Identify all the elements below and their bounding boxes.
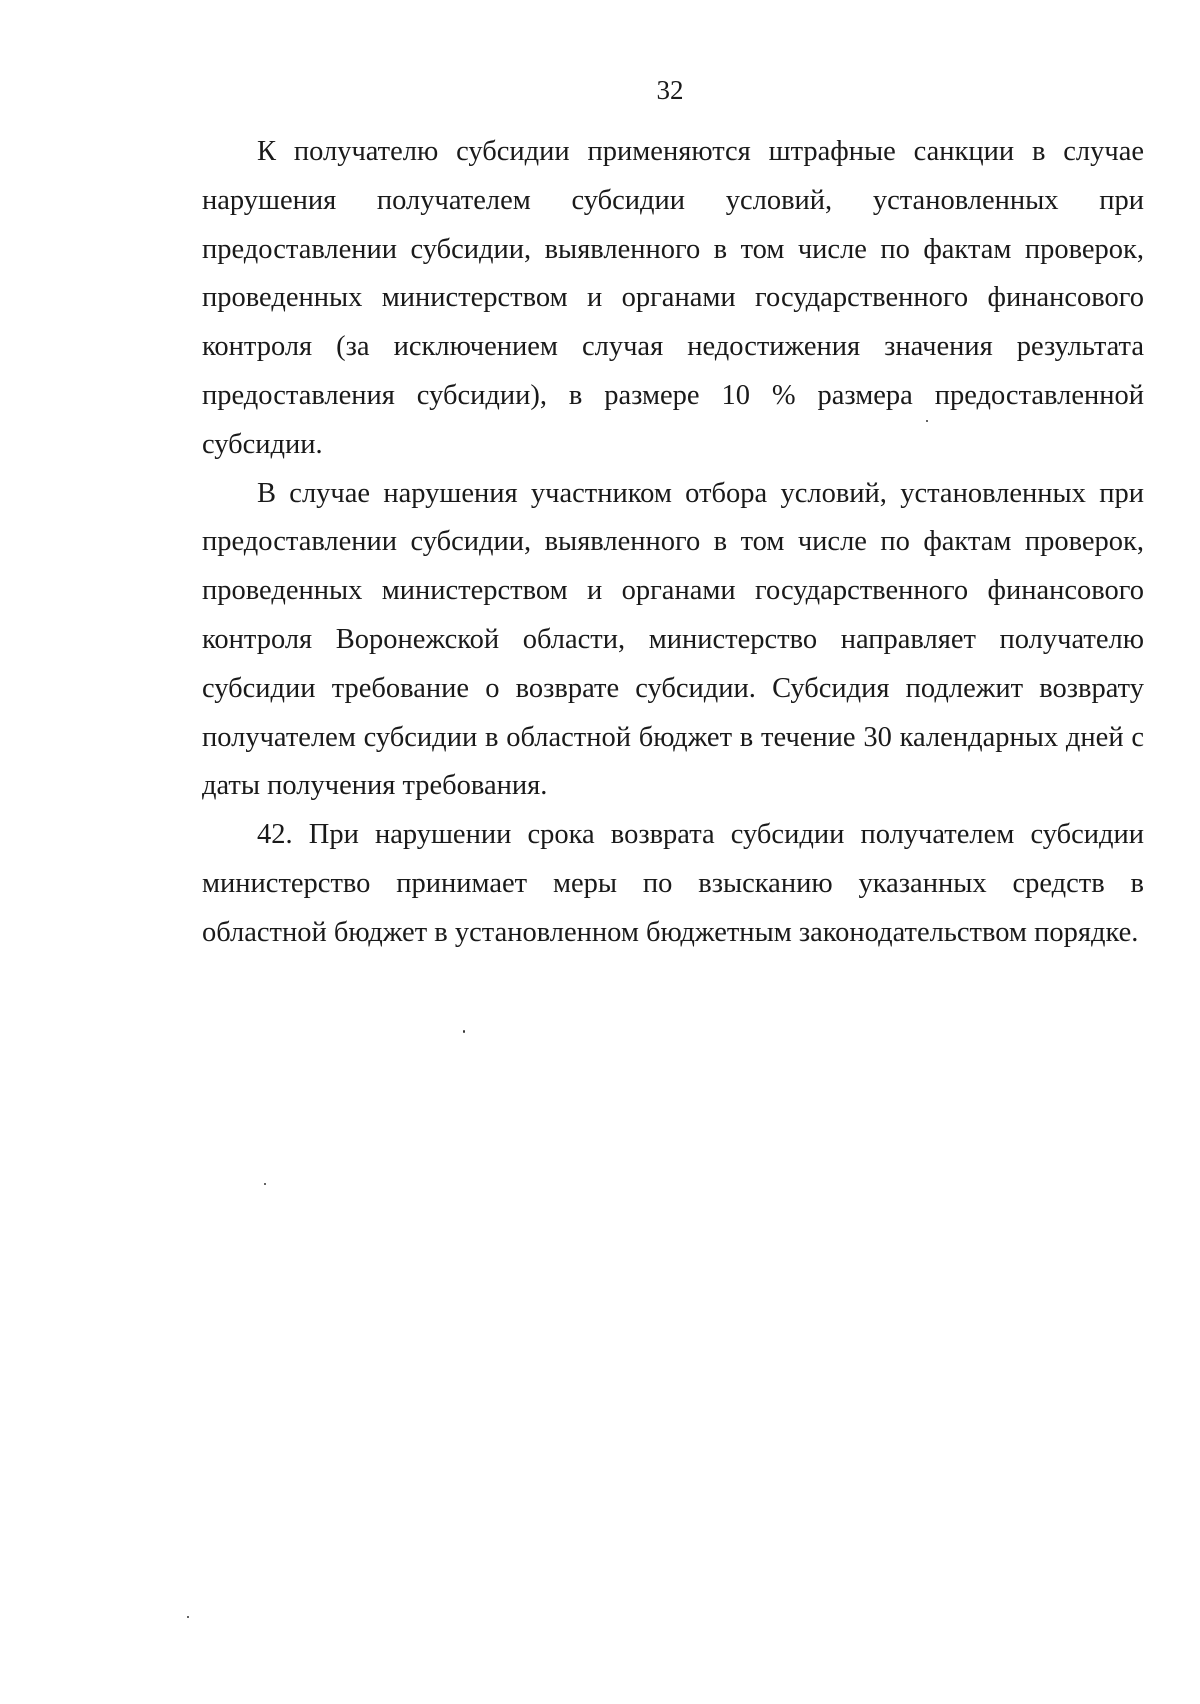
page-number: 32 <box>656 75 684 105</box>
scan-speck <box>463 1030 465 1033</box>
scan-speck <box>926 420 928 422</box>
paragraph-penalties: К получателю субсидии применяются штрафные санкции в случае нарушения получателем субсидии условий, установленных при предоставлении субсидии, выявленного в том числе по фактам проверок, проведенных министерством и органами государственного финансового контроля (за исключением случая недостижения значения результата предоставления субсидии), в размере 10 % размера предоставленной субсидии. <box>202 136 1144 460</box>
paragraph-item-42: 42. При нарушении срока возврата субсидии получателем субсидии министерство принимает меры по взысканию указанных средств в областной бюджет в установленном бюджетным законодательством порядке. <box>202 819 1144 948</box>
scan-speck <box>264 1183 266 1185</box>
document-body <box>202 128 1144 958</box>
scan-speck <box>187 1616 189 1618</box>
paragraph-violation-refund: В случае нарушения участником отбора условий, установленных при предоставлении субсидии, выявленного в том числе по фактам проверок, проведенных министерством и органами государственного финансового контроля Воронежской области, министерство направляет получателю субсидии требование о возврате субсидии. Субсидия подлежит возврату получателем субсидии в областной бюджет в течение 30 календарных дней с даты получения требования. <box>202 477 1144 802</box>
